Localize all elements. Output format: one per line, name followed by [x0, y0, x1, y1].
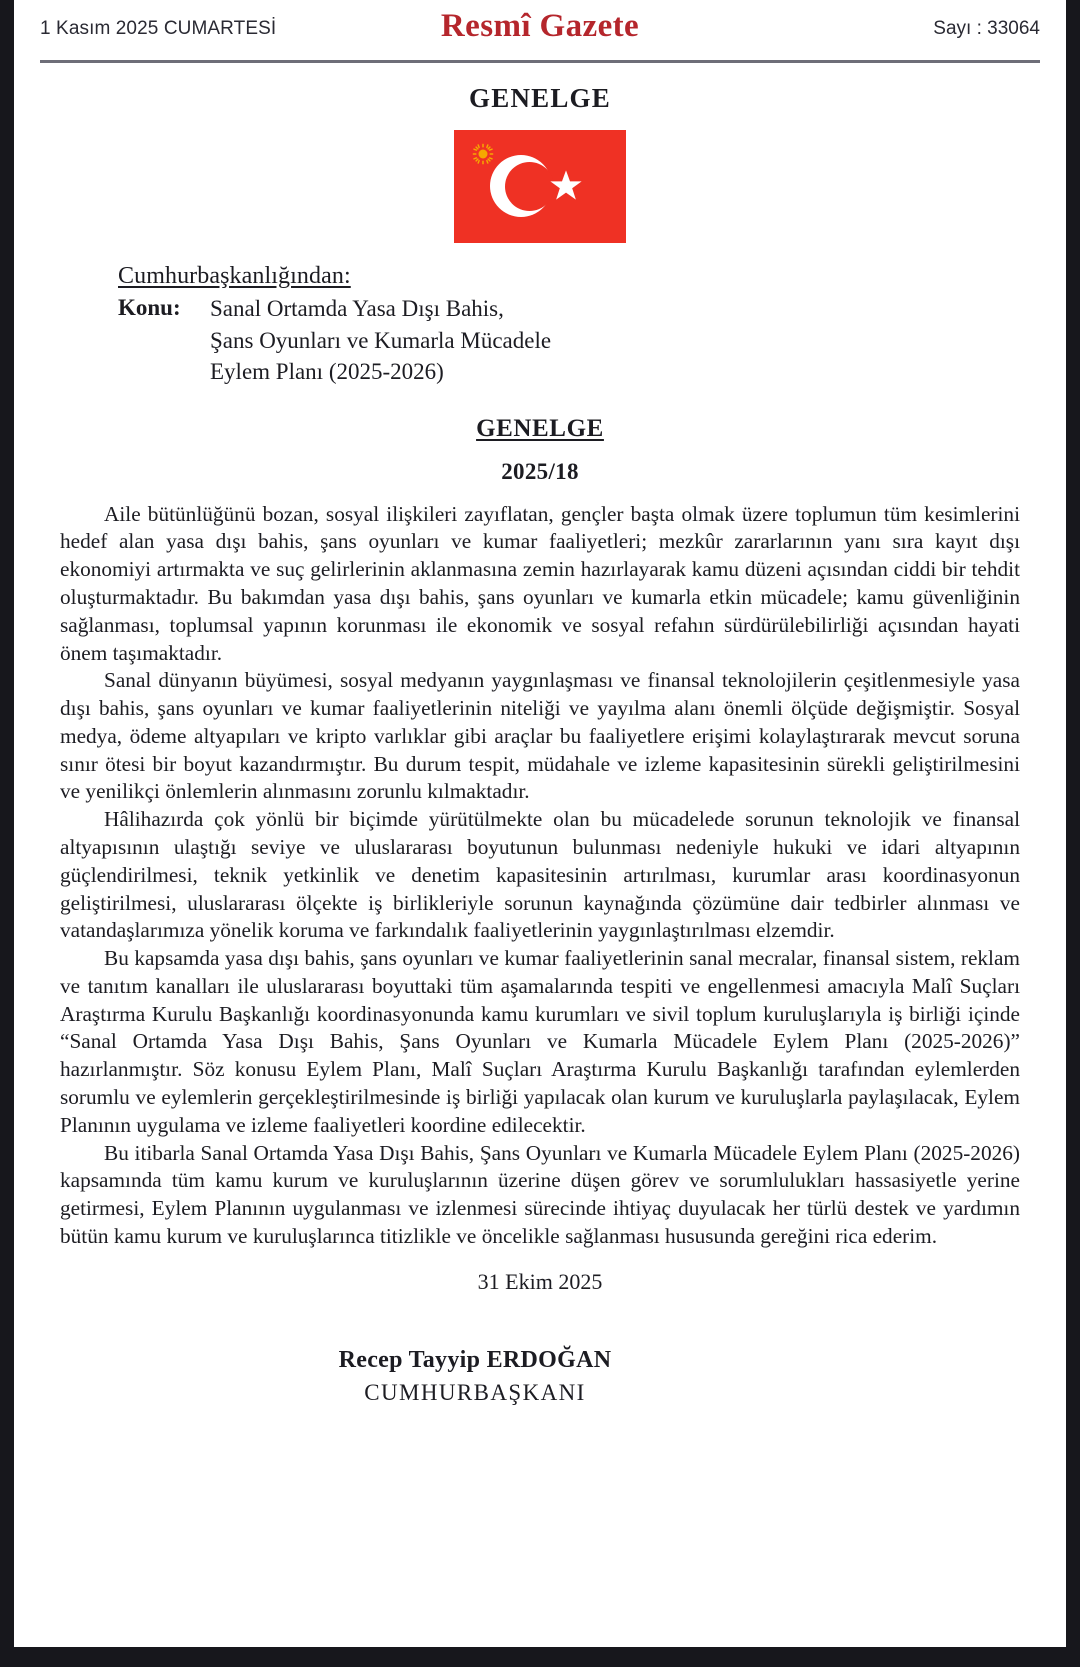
gazette-date: 1 Kasım 2025 CUMARTESİ: [40, 18, 277, 39]
subject-line: Şans Oyunları ve Kumarla Mücadele: [210, 327, 552, 353]
body-paragraph: Sanal dünyanın büyümesi, sosyal medyanın yaygınlaşması ve finansal teknolojilerin çeşitlenmesiyle yasa dışı bahis, şans oyunları ve kumar faaliyetlerinin niteliği ve yayılma alanı önemli ölçüde değişmiştir. Sosyal medya, ödeme altyapıları ve kripto varlıklar gibi araçlar bu faaliyetlere erişimi kolaylaştırarak mevcut soruna sınır ötesi bir boyut kazandırmıştır. Bu durum tespit, müdahale ve izleme kapasitesinin sürekli geliştirilmesini ve yenilikçi önlemlerin alınmasını zorunlu kılmaktadır.: [60, 668, 1020, 804]
masthead: [40, 8, 1040, 54]
document-body: [60, 501, 1020, 1251]
issuer-block: [118, 261, 1066, 387]
document-type-heading: GENELGE: [469, 83, 611, 113]
body-paragraph: Hâlihazırda çok yönlü bir biçimde yürütülmekte olan bu mücadelede sorunun teknolojik ve finansal altyapısının ulaştığı seviye ve uluslararası boyutunun bulunması nedeniyle hukuki ve idari altyapının güçlendirilmesi, teknik yetkinlik ve denetim kapasitesinin artırılması, kurumlar arası koordinasyonun geliştirilmesi, uluslararası ölçekte iş birlikleriyle sorunun kaynağında çözümüne dair tedbirler alınması ve vatandaşlarımıza yönelik koruma ve farkındalık faaliyetlerinin yaygınlaştırılması elzemdir.: [60, 807, 1020, 943]
flag-container: [14, 130, 1066, 243]
signer-title: CUMHURBAŞKANI: [364, 1379, 586, 1405]
crescent-inner-circle: [505, 162, 554, 211]
five-pointed-star-icon: [549, 169, 583, 203]
subject-value: [210, 293, 551, 386]
page-sheet: [14, 0, 1066, 1647]
circular-heading-text: GENELGE: [476, 414, 604, 442]
masthead-divider: [40, 60, 1040, 63]
signature-date: 31 Ekim 2025: [477, 1268, 603, 1294]
signature-block: [14, 1347, 1066, 1406]
body-paragraph: Bu kapsamda yasa dışı bahis, şans oyunları ve kumar faaliyetlerinin sanal mecralar, finansal sistem, reklam ve tanıtım kanalları ile uluslararası boyuttaki tüm aşamalarında tespiti ve engellenmesi amacıyla Malî Suçları Araştırma Kurulu Başkanlığı koordinasyonunda kamu kurumları ve sivil toplum kuruluşlarıyla iş birliği içinde “Sanal Ortamda Yasa Dışı Bahis, Şans Oyunları ve Kumarla Mücadele Eylem Planı (2025-2026)” hazırlanmıştır. Söz konusu Eylem Planı, Malî Suçları Araştırma Kurulu Başkanlığı tarafından eylemlerden sorumlu ve eylemlerin gerçekleştirilmesinde iş birliği yapılacak olan kurum ve kuruluşlarla paylaşılacak, Eylem Planının uygulama ve izleme faaliyetleri koordine edilecektir.: [60, 946, 1020, 1137]
turkish-flag-icon: [454, 130, 626, 243]
sun-emblem-icon: [468, 139, 498, 169]
subject-row: [118, 293, 1066, 386]
gazette-title: Resmî Gazete: [440, 8, 640, 44]
body-paragraph: Aile bütünlüğünü bozan, sosyal ilişkileri zayıflatan, gençler başta olmak üzere toplumun tüm kesimlerini hedef alan yasa dışı bahis, şans oyunları ve kumar faaliyetleri; mezkûr zararlarının yanı sıra kayıt dışı ekonomiyi artırmakta ve suç gelirlerinin aklanmasına zemin hazırlayarak kamu düzeni açısından ciddi bir tehdit oluşturmaktadır. Bu bakımdan yasa dışı bahis, şans oyunları ve kumarla etkin mücadele; kamu güvenliğinin sağlanması, toplumsal yapının korunması ile ekonomik ve sosyal refahın sürdürülebilirliği açısından hayati önem taşımaktadır.: [60, 501, 1020, 665]
subject-line: Sanal Ortamda Yasa Dışı Bahis,: [210, 296, 504, 322]
body-paragraph: Bu itibarla Sanal Ortamda Yasa Dışı Bahis, Şans Oyunları ve Kumarla Mücadele Eylem Planı (2025-2026) kapsamında tüm kamu kurum ve kuruluşlarının üzerine düşen görev ve sorumlulukları hassasiyetle yerine getirmesi, Eylem Planının uygulanması ve izlenmesi sürecinde ihtiyaç duyulacak her türlü destek ve yardımın bütün kamu kurum ve kuruluşlarınca titizlikle ve öncelikle sağlanması hususunda gereğini rica ederim.: [60, 1140, 1020, 1248]
circular-heading: [14, 415, 1066, 443]
issuer-label: Cumhurbaşkanlığından:: [118, 263, 351, 289]
signer-name: Recep Tayyip ERDOĞAN: [338, 1346, 612, 1373]
subject-line: Eylem Planı (2025-2026): [210, 358, 444, 384]
gazette-issue-number: Sayı : 33064: [933, 18, 1040, 39]
subject-label: Konu:: [118, 295, 181, 321]
circular-number: 2025/18: [501, 458, 579, 484]
